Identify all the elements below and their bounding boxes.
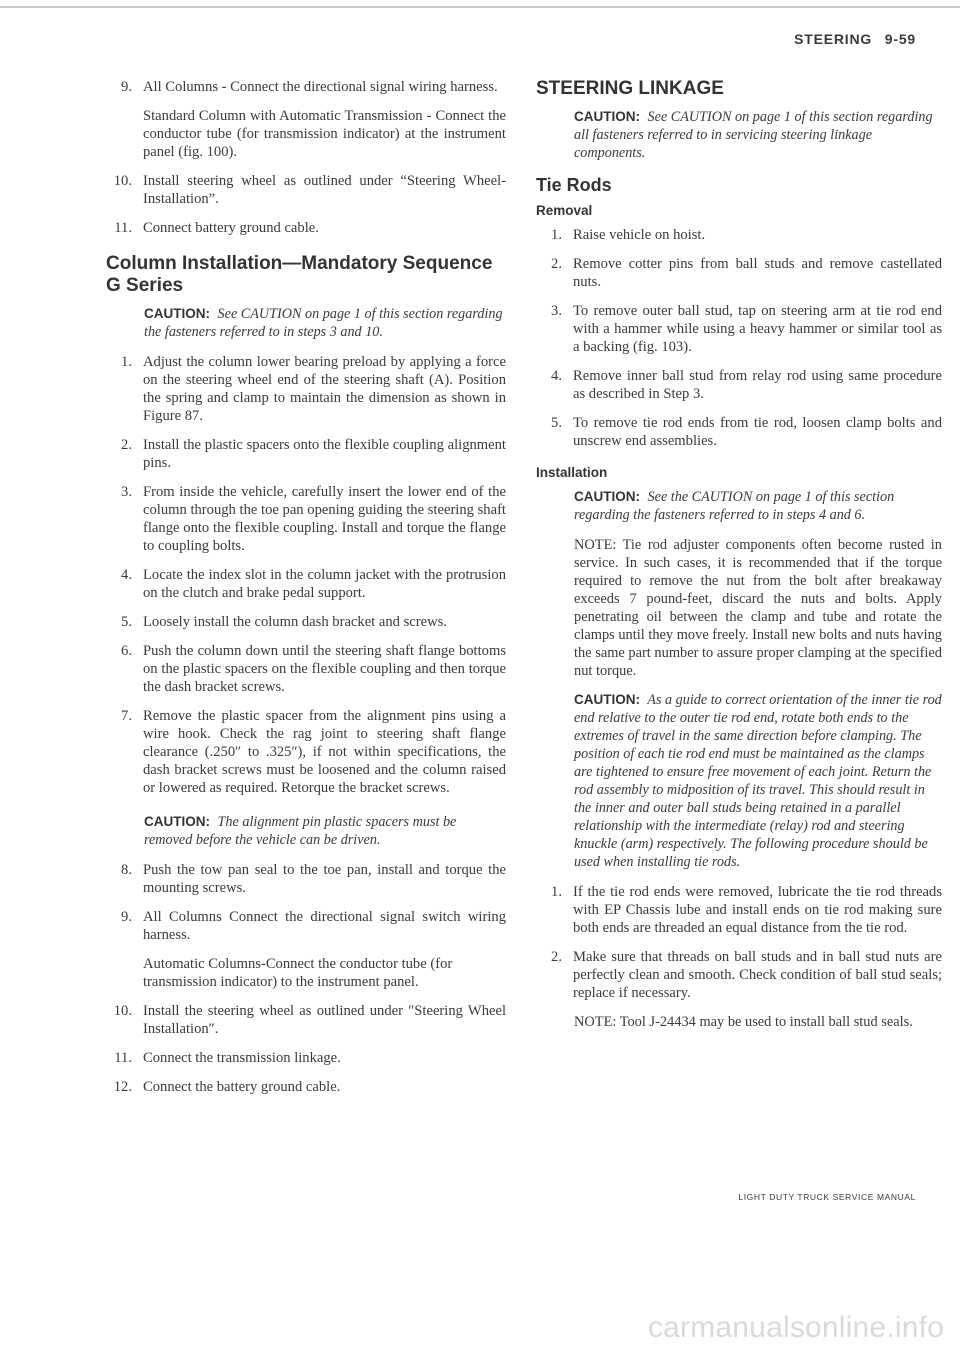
caution-label: CAUTION: <box>574 692 640 707</box>
removal-steps <box>536 226 942 450</box>
item-number: 11. <box>114 1050 132 1066</box>
item-number: 7. <box>121 708 132 724</box>
item-number: 10. <box>113 173 132 189</box>
item-number: 10. <box>113 1003 132 1019</box>
caution-note <box>106 305 506 341</box>
list-item <box>106 1002 506 1038</box>
caution-label: CAUTION: <box>144 306 210 321</box>
item-text: Make sure that threads on ball studs and in ball stud nuts are perfectly clean and smooth. Check condition of ball stud seals; replace if necessary. <box>573 949 942 1001</box>
page-number: 9-59 <box>884 31 916 47</box>
list-item <box>106 172 506 208</box>
caution-note <box>536 108 942 162</box>
item-number: 4. <box>551 368 562 384</box>
caution-text: As a guide to correct orientation of the inner tie rod end relative to the outer tie rod end, rotate both ends to the extremes of travel in the same direction before clamping. The position of each tie rod end must be maintained as the clamps are tightened to ensure free movement of each joint. Return the rod assembly to midposition of its travel. This should result in the inner and outer ball studs being retained in a parallel relationship with the intermediate (relay) rod and steering knuckle (arm) respectively. The following procedure should be used when installing tie rods. <box>574 692 942 870</box>
item-text: If the tie rod ends were removed, lubricate the tie rod threads with EP Chassis lube and install ends on tie rod making sure both ends are threaded an equal distance from the tie rod. <box>573 884 942 936</box>
item-text: Locate the index slot in the column jacket with the protrusion on the clutch and brake pedal support. <box>143 567 506 601</box>
list-item <box>106 219 506 237</box>
item-number: 6. <box>121 643 132 659</box>
paragraph: Automatic Columns-Connect the conductor tube (for transmission indicator) to the instrument panel. <box>143 956 453 990</box>
item-text: Connect the transmission linkage. <box>143 1050 341 1066</box>
note-paragraph: NOTE: Tool J-24434 may be used to install ball stud seals. <box>574 1014 913 1030</box>
steps-list-c <box>106 1002 506 1096</box>
right-column <box>536 78 942 1042</box>
item-text: Connect the battery ground cable. <box>143 1079 341 1095</box>
section-heading: Column Installation—Mandatory Sequence G Series <box>106 253 493 296</box>
caution-note <box>536 488 942 524</box>
list-item <box>106 642 506 696</box>
list-item <box>106 353 506 425</box>
item-text: Install steering wheel as outlined under “Steering Wheel-Installation”. <box>143 173 506 207</box>
list-item <box>536 226 942 244</box>
list-item <box>536 255 942 291</box>
subsection-heading: Tie Rods <box>536 175 612 195</box>
item-number: 1. <box>551 884 562 900</box>
list-item <box>106 861 506 897</box>
item-text: All Columns - Connect the directional signal wiring harness. <box>143 79 498 95</box>
caution-text: See CAUTION on page 1 of this section regarding all fasteners referred to in servicing steering linkage components. <box>574 109 933 161</box>
item-text: Push the column down until the steering shaft flange bottoms on the plastic spacers on the flexible coupling and then torque the dash bracket screws. <box>143 643 506 695</box>
note-paragraph: NOTE: Tie rod adjuster components often become rusted in service. In such cases, it is recommended that if the torque required to remove the nut from the bolt after breakaway exceeds 7 pound-feet, discard the nuts and bolts. Apply penetrating oil between the clamp and tube and rotate the clamps until they move freely. Install new bolts and nuts having the same part number to assure proper clamping at the specified nut torque. <box>574 537 942 679</box>
caution-label: CAUTION: <box>574 489 640 504</box>
installation-heading: Installation <box>536 465 608 480</box>
list-item <box>106 707 506 797</box>
steps-list-a <box>106 353 506 797</box>
item-number: 2. <box>551 256 562 272</box>
removal-heading: Removal <box>536 203 593 218</box>
item-number: 1. <box>551 227 562 243</box>
item-text: Remove the plastic spacer from the alignment pins using a wire hook. Check the rag joint to steering shaft flange clearance (.250″ to .325″), if not within specifications, the dash bracket screws must be loosened and the column raised or lowered as required. Retorque the bracket screws. <box>143 708 506 796</box>
item-text: Install the plastic spacers onto the flexible coupling alignment pins. <box>143 437 506 471</box>
caution-note <box>536 691 942 871</box>
list-item <box>536 948 942 1002</box>
item-text: To remove tie rod ends from tie rod, loosen clamp bolts and unscrew end assemblies. <box>573 415 942 449</box>
section-heading: STEERING LINKAGE <box>536 78 724 99</box>
steps-list-b <box>106 861 506 944</box>
list-item <box>106 1078 506 1096</box>
item-text: Loosely install the column dash bracket and screws. <box>143 614 447 630</box>
top-rule <box>0 6 960 8</box>
page-header <box>794 31 916 47</box>
item-text: Push the tow pan seal to the toe pan, install and torque the mounting screws. <box>143 862 506 896</box>
list-item <box>106 483 506 555</box>
caution-label: CAUTION: <box>144 814 210 829</box>
list-item <box>536 302 942 356</box>
item-number: 2. <box>551 949 562 965</box>
item-text: Raise vehicle on hoist. <box>573 227 706 243</box>
list-item <box>106 566 506 602</box>
item-number: 9. <box>121 79 132 95</box>
caution-note <box>106 813 506 849</box>
item-number: 12. <box>113 1079 132 1095</box>
list-item <box>536 367 942 403</box>
paragraph: Standard Column with Automatic Transmission - Connect the conductor tube (for transmission indicator) at the instrument panel (fig. 100). <box>143 108 506 160</box>
item-number: 3. <box>121 484 132 500</box>
item-text: Remove cotter pins from ball studs and remove castellated nuts. <box>573 256 942 290</box>
item-text: From inside the vehicle, carefully insert the lower end of the column through the toe pan opening guiding the steering shaft flange onto the flexible coupling. Install and torque the flange to coupling bolts. <box>143 484 506 554</box>
item-number: 5. <box>121 614 132 630</box>
item-text: Connect battery ground cable. <box>143 220 319 236</box>
item-number: 1. <box>121 354 132 370</box>
caution-text: See the CAUTION on page 1 of this section regarding the fasteners referred to in steps 4 and 6. <box>574 489 895 523</box>
caution-text: The alignment pin plastic spacers must be removed before the vehicle can be driven. <box>144 814 457 848</box>
list-item <box>106 613 506 631</box>
caution-text: See CAUTION on page 1 of this section regarding the fasteners referred to in steps 3 and 10. <box>144 306 503 340</box>
left-column <box>106 78 506 1107</box>
install-steps <box>536 883 942 1002</box>
caution-label: CAUTION: <box>574 109 640 124</box>
list-item <box>106 78 506 96</box>
item-text: All Columns Connect the directional signal switch wiring harness. <box>143 909 506 943</box>
item-text: Install the steering wheel as outlined under ″Steering Wheel Installation″. <box>143 1003 506 1037</box>
item-number: 9. <box>121 909 132 925</box>
watermark: carmanualsonline.info <box>647 1311 944 1344</box>
list-item <box>536 414 942 450</box>
item-number: 4. <box>121 567 132 583</box>
item-text: Remove inner ball stud from relay rod using same procedure as described in Step 3. <box>573 368 942 402</box>
footer-manual-title: LIGHT DUTY TRUCK SERVICE MANUAL <box>738 1192 916 1202</box>
list-item <box>106 1049 506 1067</box>
item-text: To remove outer ball stud, tap on steering arm at tie rod end with a hammer while using a heavy hammer or similar tool as a backing (fig. 103). <box>573 303 942 355</box>
item-number: 3. <box>551 303 562 319</box>
item-number: 5. <box>551 415 562 431</box>
list-item <box>106 436 506 472</box>
item-number: 11. <box>114 220 132 236</box>
item-text: Adjust the column lower bearing preload by applying a force on the steering wheel end of the steering shaft (A). Position the spring and clamp to maintain the dimension as shown in Figure 87. <box>143 354 506 424</box>
list-item <box>106 908 506 944</box>
item-number: 2. <box>121 437 132 453</box>
list-item <box>536 883 942 937</box>
section-title: STEERING <box>794 31 873 47</box>
item-number: 8. <box>121 862 132 878</box>
